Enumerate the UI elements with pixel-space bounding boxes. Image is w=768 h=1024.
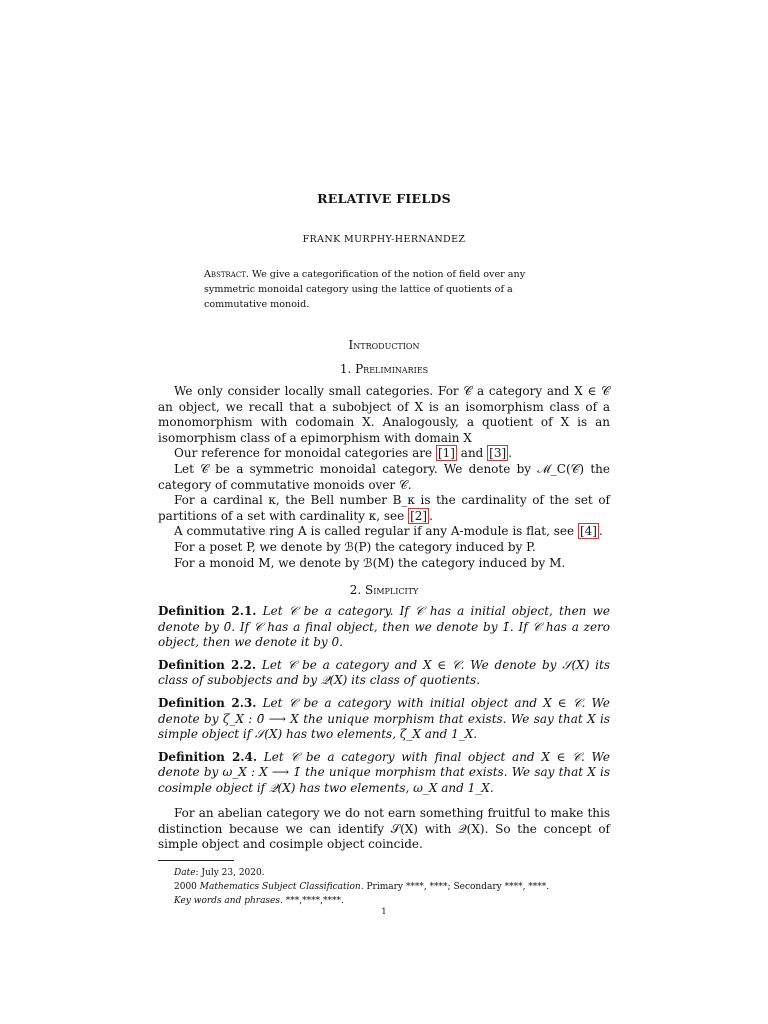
footnote-msc: 2000 Mathematics Subject Classification. Primary ****, ****; Secondary ****, ****. xyxy=(174,882,550,892)
definition-2-2: Definition 2.2. Let 𝒞 be a category and X ∈ 𝒞. We denote by 𝒮(X) its class of subobjects and by 𝒬(X) its class of quotients. xyxy=(158,657,611,688)
definition-2-3: Definition 2.3. Let 𝒞 be a category with initial object and X ∈ 𝒞. We denote by ζ_X : 0̄ ⟶ X the unique morphism that exists. We say that X is simple object if 𝒮(X) has two elements, ζ_X and 1_X. xyxy=(158,695,610,742)
page-number: 1 xyxy=(381,907,387,917)
paragraph: For a poset P, we denote by ℬ(P) the category induced by P. xyxy=(174,539,536,554)
paragraph: Our reference for monoidal categories are [1] and [3] . xyxy=(174,446,512,461)
paper-author: FRANK MURPHY-HERNANDEZ xyxy=(302,234,466,245)
paragraph: We only consider locally small categories. For 𝒞 a category and X ∈ 𝒞 an object, we recall that a subobject of X is an isomorphism class of a monomorphism with codomain X. Analogously, a quotient of X is an isomorphism class of a epimorphism with domain X xyxy=(158,384,610,445)
footnote-keywords: Key words and phrases. ***,****,****. xyxy=(174,896,344,906)
heading-section-1: 1. Preliminaries xyxy=(339,362,429,376)
definition-2-1: Definition 2.1. Let 𝒞 be a category. If 𝒞 has a initial object, then we denote by 0̄. If 𝒞 has a final object, then we denote by 1̄. If 𝒞 has a zero object, then we denote it by 0. xyxy=(158,604,610,650)
citation-link[interactable]: [2] xyxy=(410,508,428,523)
definition-2-4: Definition 2.4. Let 𝒞 be a category with final object and X ∈ 𝒞. We denote by ω_X : X ⟶ 1̄ the unique morphism that exists. We say that X is cosimple object if 𝒬(X) has two elements, ω_X and 1_X. xyxy=(158,749,610,795)
citation-link[interactable]: [1] xyxy=(437,446,455,461)
paragraph: For a monoid M, we denote by ℬ(M) the category induced by M. xyxy=(174,555,566,570)
paragraph: Let 𝒞 be a symmetric monoidal category. We denote by ℳ_C(𝒞) the category of commutative monoids over 𝒞. xyxy=(158,461,610,492)
paragraph: A commutative ring A is called regular if any A-module is flat, see [4] . xyxy=(174,524,603,539)
citation-link[interactable]: [3] xyxy=(489,446,507,461)
footnote-rule xyxy=(158,860,234,861)
footnote-date: Date: July 23, 2020. xyxy=(174,868,265,878)
definitions xyxy=(158,604,610,804)
paragraph: For a cardinal κ, the Bell number B_κ is the cardinality of the set of partitions of a set with cardinality κ, see [2] . xyxy=(158,493,610,523)
citation-link[interactable]: [4] xyxy=(579,524,597,539)
preliminaries-body xyxy=(158,384,610,571)
abstract xyxy=(204,267,566,312)
paper-title: RELATIVE FIELDS xyxy=(317,191,451,206)
abstract-label: Abstract. xyxy=(204,269,249,280)
footnotes xyxy=(174,866,610,908)
closing-paragraph: For an abelian category we do not earn something fruitful to make this distinction because we can identify 𝒮(X) with 𝒬(X). So the concept of simple object and cosimple object coincide. xyxy=(158,806,610,852)
abstract-text: We give a categorification of the notion of field over any symmetric monoidal category using the lattice of quotients of a commutative monoid. xyxy=(204,269,526,310)
heading-section-2: 2. Simplicity xyxy=(349,583,419,597)
heading-introduction: Introduction xyxy=(348,338,420,352)
